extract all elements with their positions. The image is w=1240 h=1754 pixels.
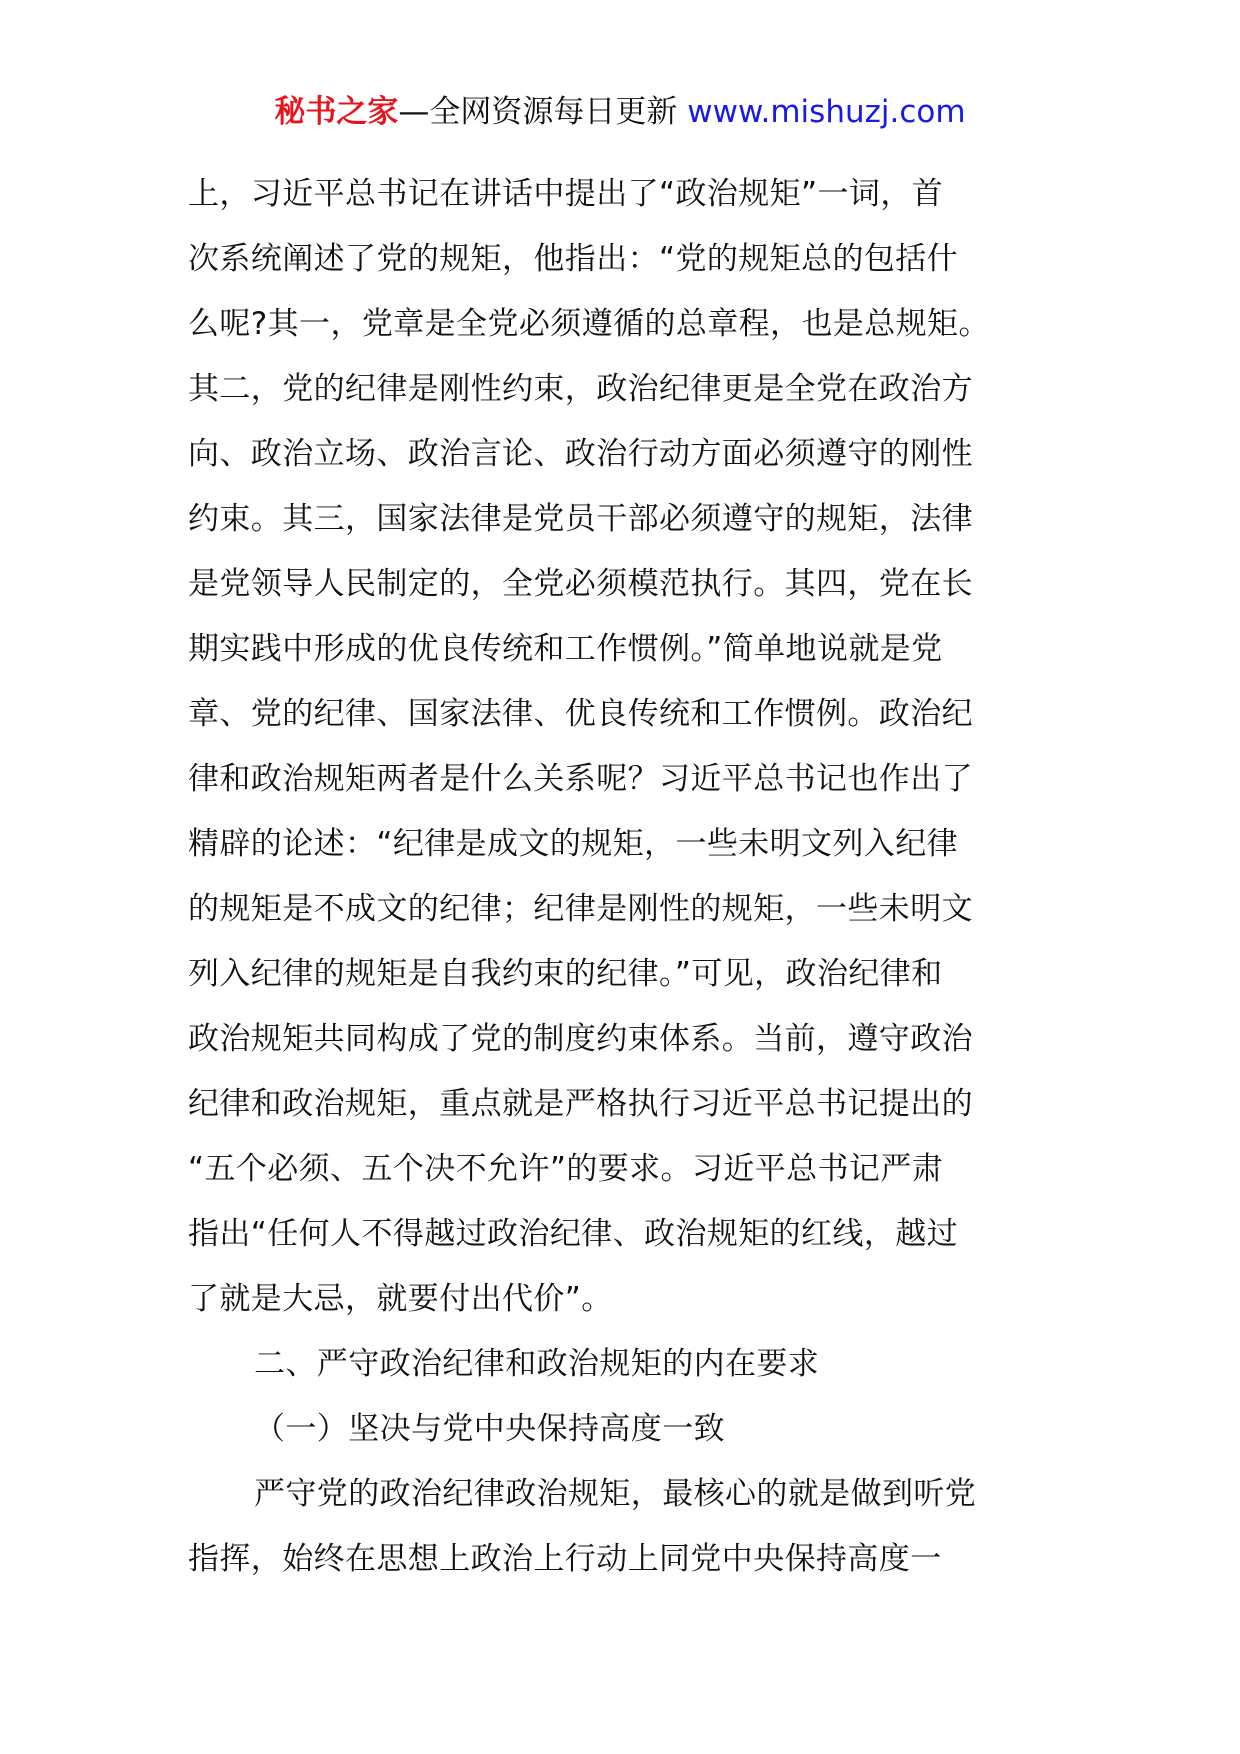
text-line: 列入纪律的规矩是自我约束的纪律。”可见，政治纪律和 bbox=[188, 956, 943, 992]
text-line: 了就是大忌，就要付出代价”。 bbox=[188, 1281, 613, 1317]
text-line: 章、党的纪律、国家法律、优良传统和工作惯例。政治纪 bbox=[188, 696, 973, 732]
text-line: 次系统阐述了党的规矩，他指出：“党的规矩总的包括什 bbox=[188, 241, 959, 277]
site-brand: 秘书之家 bbox=[274, 94, 399, 130]
text-line: 纪律和政治规矩，重点就是严格执行习近平总书记提出的 bbox=[188, 1086, 973, 1122]
text-line: 指挥，始终在思想上政治上行动上同党中央保持高度一 bbox=[188, 1541, 942, 1577]
text-line: 指出“任何人不得越过政治纪律、政治规矩的红线，越过 bbox=[188, 1216, 959, 1252]
text-line: 律和政治规矩两者是什么关系呢？习近平总书记也作出了 bbox=[188, 761, 973, 797]
text-line: 么呢?其一，党章是全党必须遵循的总章程，也是总规矩。 bbox=[188, 306, 990, 342]
text-line: 其二，党的纪律是刚性约束，政治纪律更是全党在政治方 bbox=[188, 371, 973, 407]
site-url[interactable]: www.mishuzj.com bbox=[687, 94, 966, 130]
site-tagline: —全网资源每日更新 bbox=[398, 94, 688, 130]
text-line: 政治规矩共同构成了党的制度约束体系。当前，遵守政治 bbox=[188, 1021, 973, 1057]
text-line: 上，习近平总书记在讲话中提出了“政治规矩”一词，首 bbox=[188, 176, 944, 212]
text-line: 约束。其三，国家法律是党员干部必须遵守的规矩，法律 bbox=[188, 501, 973, 537]
section-heading: 二、严守政治纪律和政治规矩的内在要求 bbox=[254, 1346, 820, 1382]
subsection-heading: （一）坚决与党中央保持高度一致 bbox=[254, 1411, 725, 1447]
text-line: 向、政治立场、政治言论、政治行动方面必须遵守的刚性 bbox=[188, 436, 973, 472]
site-header bbox=[0, 92, 1240, 132]
text-line: 是党领导人民制定的，全党必须模范执行。其四，党在长 bbox=[188, 566, 973, 602]
document-body bbox=[188, 162, 1058, 1592]
text-line: “五个必须、五个决不允许”的要求。习近平总书记严肃 bbox=[188, 1151, 944, 1187]
paragraph-first-line: 严守党的政治纪律政治规矩，最核心的就是做到听党 bbox=[254, 1476, 977, 1512]
text-line: 的规矩是不成文的纪律；纪律是刚性的规矩，一些未明文 bbox=[188, 891, 973, 927]
text-line: 期实践中形成的优良传统和工作惯例。”简单地说就是党 bbox=[188, 631, 943, 667]
text-line: 精辟的论述：“纪律是成文的规矩，一些未明文列入纪律 bbox=[188, 826, 959, 862]
